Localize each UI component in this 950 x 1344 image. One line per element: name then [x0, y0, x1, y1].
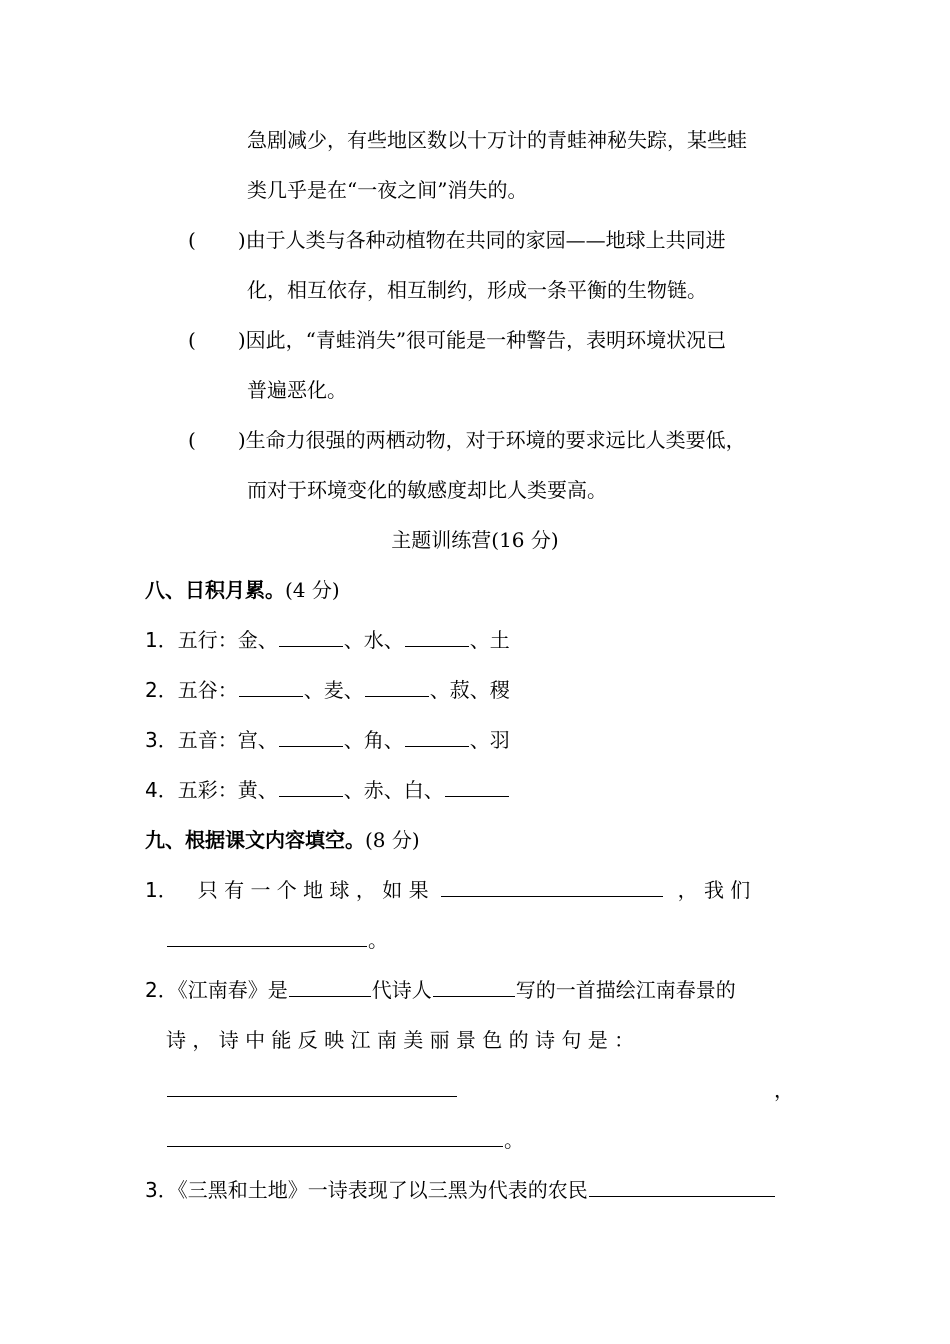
sentence-2-line-2: 普遍恶化。: [247, 378, 347, 402]
paren-open: (: [188, 428, 196, 452]
paren-open: (: [188, 228, 196, 252]
q8-item-2: [145, 676, 510, 704]
reading-line-2: 类几乎是在“一夜之间”消失的。: [247, 178, 528, 202]
answer-blank[interactable]: [445, 776, 509, 797]
q9-heading: [145, 826, 420, 854]
item-number: 4．: [145, 778, 178, 802]
reading-line-1: 急剧减少，有些地区数以十万计的青蛙神秘失踪，某些蛙: [247, 128, 747, 152]
item-number: 3．: [145, 1178, 178, 1202]
item-number: 3．: [145, 728, 178, 752]
order-paren-1[interactable]: [188, 226, 726, 254]
q8-item-3: [145, 726, 510, 754]
q9-score: (8 分): [365, 828, 420, 852]
item-text: 代诗人: [371, 978, 432, 1002]
sentence-line-1: 生命力很强的两栖动物，对于环境的要求远比人类要低，: [245, 428, 746, 452]
sentence-3-line-2: 而对于环境变化的敏感度却比人类要高。: [247, 478, 607, 502]
answer-blank[interactable]: [289, 976, 371, 997]
item-number: 2．: [145, 978, 178, 1002]
answer-blank[interactable]: [279, 726, 343, 747]
item-text: 、羽: [469, 728, 510, 752]
paren-close: ): [237, 428, 246, 452]
answer-blank[interactable]: [279, 626, 343, 647]
sentence-1-line-2: 化，相互依存，相互制约，形成一条平衡的生物链。: [247, 278, 707, 302]
sentence-line-1: 因此，“青蛙消失”很可能是一种警告，表明环境状况已: [245, 328, 727, 352]
answer-blank[interactable]: [365, 676, 429, 697]
order-paren-2[interactable]: [188, 326, 726, 354]
item-text: 、土: [469, 628, 510, 652]
item-text: 、赤、白、: [343, 778, 444, 802]
item-text: 《三黑和土地》一诗表现了以三黑为代表的农民: [177, 1178, 588, 1202]
answer-blank[interactable]: [405, 626, 469, 647]
item-text: 、麦、: [303, 678, 364, 702]
item-text: 写的一首描绘江南春景的: [515, 978, 736, 1002]
q8-item-4: [145, 776, 510, 804]
order-paren-3[interactable]: [188, 426, 746, 454]
q8-heading-text: 八、日积月累。: [145, 578, 285, 602]
item-label: 五音：宫、: [177, 728, 278, 752]
item-text: 、菽、稷: [429, 678, 510, 702]
q9-item-2-line-4: [166, 1126, 524, 1154]
item-label: 五彩：黄、: [177, 778, 278, 802]
q9-item-2-line-2: 诗 ， 诗 中 能 反 映 江 南 美 丽 景 色 的 诗 句 是 ：: [166, 1028, 635, 1052]
q8-heading: [145, 576, 340, 604]
item-text: 、水、: [343, 628, 404, 652]
item-text: ， 我 们: [677, 878, 751, 902]
answer-blank[interactable]: [279, 776, 343, 797]
paren-close: ): [237, 328, 246, 352]
item-number: 1．: [145, 878, 178, 902]
answer-blank[interactable]: [589, 1176, 775, 1197]
q9-item-3-line-1: [145, 1176, 776, 1204]
item-text: 。: [368, 928, 388, 952]
q8-item-1: [145, 626, 510, 654]
q9-item-2-line-1: [145, 976, 736, 1004]
section-title: 主题训练营(16 分): [391, 528, 559, 552]
q9-item-1-line-2: [166, 926, 388, 954]
answer-blank[interactable]: [405, 726, 469, 747]
item-number: 1．: [145, 628, 178, 652]
item-number: 2．: [145, 678, 178, 702]
paren-open: (: [188, 328, 196, 352]
q9-heading-text: 九、根据课文内容填空。: [145, 828, 365, 852]
answer-blank[interactable]: [441, 876, 663, 897]
item-text: 、角、: [343, 728, 404, 752]
item-text: 《江南春》是: [177, 978, 288, 1002]
answer-blank[interactable]: [239, 676, 303, 697]
answer-blank[interactable]: [167, 1126, 503, 1147]
item-text: 只 有 一 个 地 球 ， 如 果: [197, 878, 429, 902]
item-label: 五行：金、: [177, 628, 278, 652]
q9-item-1-line-1: [145, 876, 750, 904]
sentence-line-1: 由于人类与各种动植物在共同的家园——地球上共同进: [245, 228, 726, 252]
q8-score: (4 分): [285, 578, 340, 602]
q9-item-2-line-3: [166, 1076, 800, 1104]
item-label: 五谷：: [177, 678, 238, 702]
item-text: ，: [774, 1078, 794, 1102]
answer-blank[interactable]: [433, 976, 515, 997]
paren-close: ): [237, 228, 246, 252]
item-text: 。: [504, 1128, 524, 1152]
answer-blank[interactable]: [167, 926, 367, 947]
answer-blank[interactable]: [167, 1076, 457, 1097]
